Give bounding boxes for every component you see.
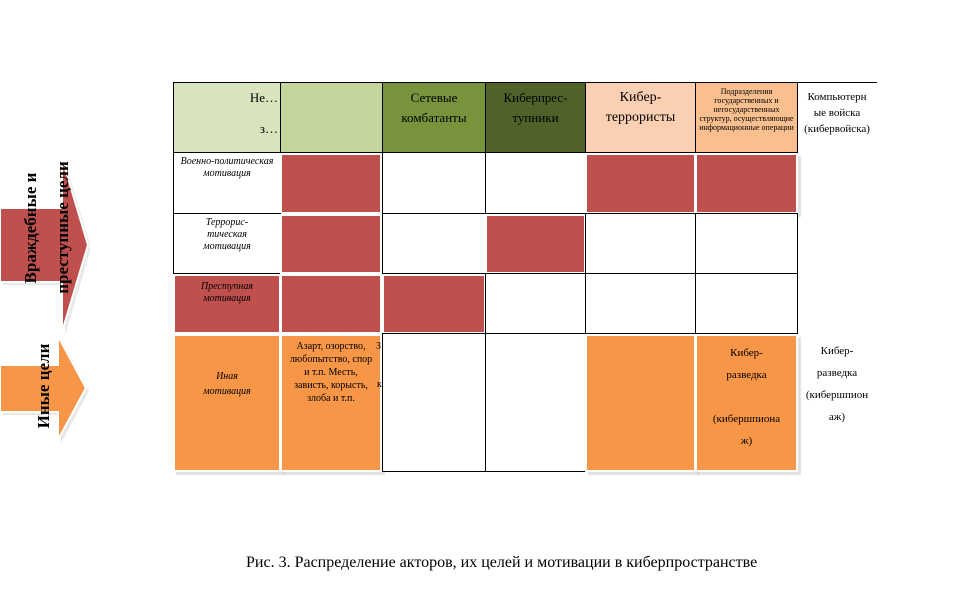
row4-col7-line1: Кибер-	[820, 345, 854, 357]
row2-col3-cell	[382, 213, 486, 274]
row3-label	[173, 274, 281, 334]
row4-col6-cell	[695, 334, 798, 472]
row4-col7-line4: аж)	[828, 411, 846, 423]
header-col4-line2: тупники	[512, 110, 559, 125]
row1-col6-cell	[695, 153, 798, 214]
header-col4	[485, 82, 586, 153]
header-col3-line1: Сетевые	[410, 90, 458, 105]
row3-col6-cell	[695, 273, 798, 334]
row4-col7-line3: (кибершпион	[805, 389, 869, 401]
row4-col6-line2: разведка	[726, 369, 767, 381]
header-col3	[382, 82, 486, 153]
row3-col5-cell	[585, 273, 696, 334]
row2-col5-cell	[585, 213, 696, 274]
header-col3-line2: комбатанты	[401, 110, 467, 125]
row3-label-text: Преступная мотивация	[201, 281, 253, 304]
header-col1-text: Не…	[249, 90, 278, 105]
header-col6	[695, 82, 798, 153]
row4-col4-cell	[485, 333, 586, 472]
row2-col6-cell	[695, 213, 798, 274]
hostile-goals-arrow	[0, 150, 90, 340]
header-col5-line1: Кибер-	[619, 90, 662, 105]
row4-col7-cell	[797, 334, 877, 472]
hostile-goals-label-line2: преступные цели	[53, 161, 72, 294]
row3-col3-cell	[382, 274, 486, 334]
row4-col3-fragment-a: З	[376, 341, 382, 352]
header-col2	[280, 82, 383, 153]
header-col7-line1: Компьютерн	[807, 91, 867, 103]
hostile-goals-label-line1: Враждебные и	[21, 172, 40, 284]
row2-col2-cell	[280, 214, 382, 274]
row4-col2-cell	[280, 334, 382, 472]
row2-label-text: Террорис-тическая мотивация	[203, 217, 251, 252]
row4-col2-text: Азарт, озорство, любопытство, спор и т.п. Месть, зависть, корысть, злоба и т.п.	[289, 341, 373, 404]
header-col4-line1: Киберпрес-	[503, 90, 568, 105]
row1-col2-cell	[280, 153, 382, 214]
row4-label	[173, 334, 281, 472]
header-col7-line3: (кибервойска)	[804, 123, 870, 135]
row4-col6-line4: ж)	[740, 435, 753, 447]
row2-col4-cell	[485, 214, 586, 274]
header-col1-subtext: з…	[259, 121, 278, 136]
row4-col5-cell	[585, 334, 696, 472]
row1-col3-cell	[382, 152, 486, 214]
row1-col5-cell	[585, 153, 696, 214]
row4-col6-line3: (кибершпиона	[712, 413, 781, 425]
row4-col3-fragment-b: к	[377, 379, 382, 390]
row4-col6-line1: Кибер-	[730, 347, 763, 359]
header-col1	[173, 82, 281, 153]
header-col5-line2: террористы	[605, 110, 676, 125]
other-goals-label: Иные цели	[34, 343, 53, 429]
row1-col4-cell	[485, 152, 586, 214]
row4-col7-line2: разведка	[816, 367, 858, 379]
row2-label	[173, 213, 281, 274]
row4-col3-cell	[376, 333, 486, 472]
header-col7-line2: ые войска	[813, 107, 861, 119]
header-col7	[797, 82, 877, 153]
header-col6-text: Подразделения государственных и негосударственных структур, осуществляющие информационные операции	[699, 87, 794, 132]
figure-caption: Рис. 3. Распределение акторов, их целей и мотивации в киберпространстве	[246, 554, 758, 571]
header-col5	[585, 82, 696, 153]
row1-label-text: Военно-политическая мотивация	[180, 156, 274, 179]
row1-label	[173, 152, 281, 214]
row3-col4-cell	[485, 273, 586, 334]
row3-col2-cell	[280, 274, 382, 334]
row4-label-text: Иная мотивация	[203, 371, 251, 397]
